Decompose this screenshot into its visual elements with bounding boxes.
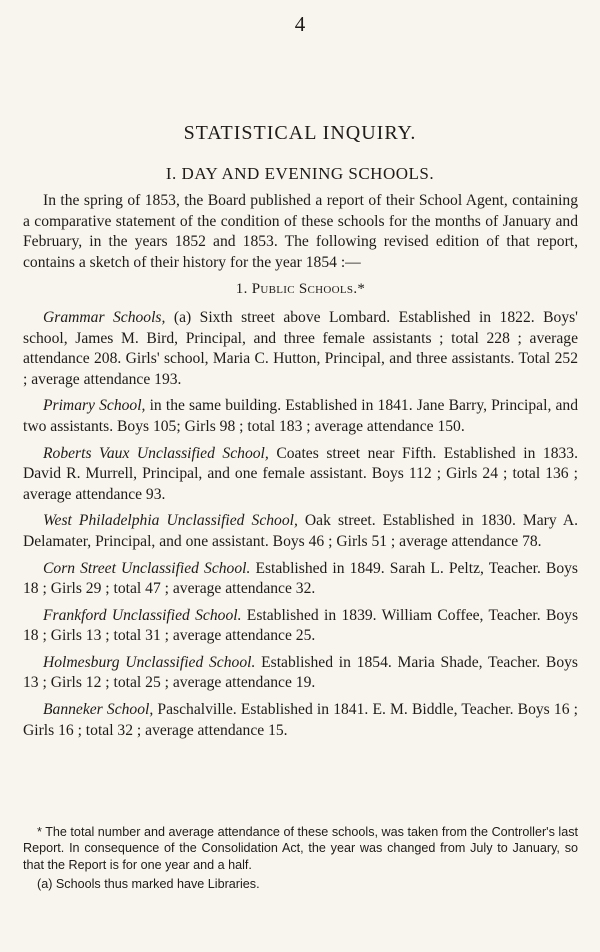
school-description: Oak street. Established in 1830. Mary A. Delamater, Principal, and one assistant. Boys 46 ; Girls 51 ; average attendance 78. xyxy=(23,512,579,550)
school-name: Frankford Unclassified School. xyxy=(43,606,242,624)
body-text xyxy=(23,191,578,741)
school-description: Established in 1839. William Coffee, Teacher. Boys 18 ; Girls 13 ; total 31 ; average attendance 25. xyxy=(23,606,579,645)
school-entry xyxy=(23,308,578,390)
school-entry xyxy=(23,444,578,506)
school-name: Grammar Schools, xyxy=(43,308,166,326)
footnote-a: (a) Schools thus marked have Libraries. xyxy=(37,877,260,892)
school-name: Roberts Vaux Unclassified School, xyxy=(43,444,269,462)
public-schools-heading: 1. Public Schools.* xyxy=(235,281,366,298)
section-heading: I. DAY AND EVENING SCHOOLS. xyxy=(165,164,435,183)
school-description: Established in 1849. Sarah L. Peltz, Teacher. Boys 18 ; Girls 29 ; total 47 ; average attendance 32. xyxy=(23,559,578,598)
school-entry xyxy=(23,653,578,694)
school-entry xyxy=(23,559,578,600)
school-name: Banneker School, xyxy=(43,701,154,719)
footnotes xyxy=(23,824,578,893)
school-description: in the same building. Established in 1841. Jane Barry, Principal, and two assistants. Boys 105; Girls 98 ; total 183 ; average attendance 150. xyxy=(23,397,578,435)
school-name: West Philadelphia Unclassified School, xyxy=(43,512,298,530)
intro-paragraph: In the spring of 1853, the Board published a report of their School Agent, containing a comparative statement of the condition of these schools for the months of January and February, in the years 1852 and 1853. The following revised edition of that report, contains a sketch of their history for the year 1854 :— xyxy=(23,192,578,271)
school-entry xyxy=(23,700,578,741)
page-number: 4 xyxy=(294,12,306,36)
school-name: Corn Street Unclassified School. xyxy=(43,559,251,577)
school-entry xyxy=(23,606,578,647)
footnote-star: * The total number and average attendance of these schools, was taken from the Controller's last Report. In consequence of the Consolidation Act, the year was changed from July to January, so that the Report is for one year and a half. xyxy=(23,825,578,872)
page-title: STATISTICAL INQUIRY. xyxy=(183,122,417,144)
school-description: (a) Sixth street above Lombard. Established in 1822. Boys' school, James M. Bird, Principal, and three female assistants ; total 228 ; average attendance 208. Girls' school, Maria C. Hutton, Principal, and three assistants. Total 252 ; average attendance 193. xyxy=(23,308,578,388)
school-description: Coates street near Fifth. Established in 1833. David R. Murrell, Principal, and one female assistant. Boys 112 ; Girls 24 ; total 136 ; average attendance 93. xyxy=(23,444,578,503)
school-name: Primary School, xyxy=(43,397,146,415)
school-description: Established in 1854. Maria Shade, Teacher. Boys 13 ; Girls 12 ; total 25 ; average attendance 19. xyxy=(23,653,578,692)
school-entry xyxy=(23,396,578,437)
school-description: Paschalville. Established in 1841. E. M. Biddle, Teacher. Boys 16 ; Girls 16 ; total 32 ; average attendance 15. xyxy=(23,701,578,739)
school-entry xyxy=(23,511,578,552)
school-name: Holmesburg Unclassified School. xyxy=(43,653,256,671)
